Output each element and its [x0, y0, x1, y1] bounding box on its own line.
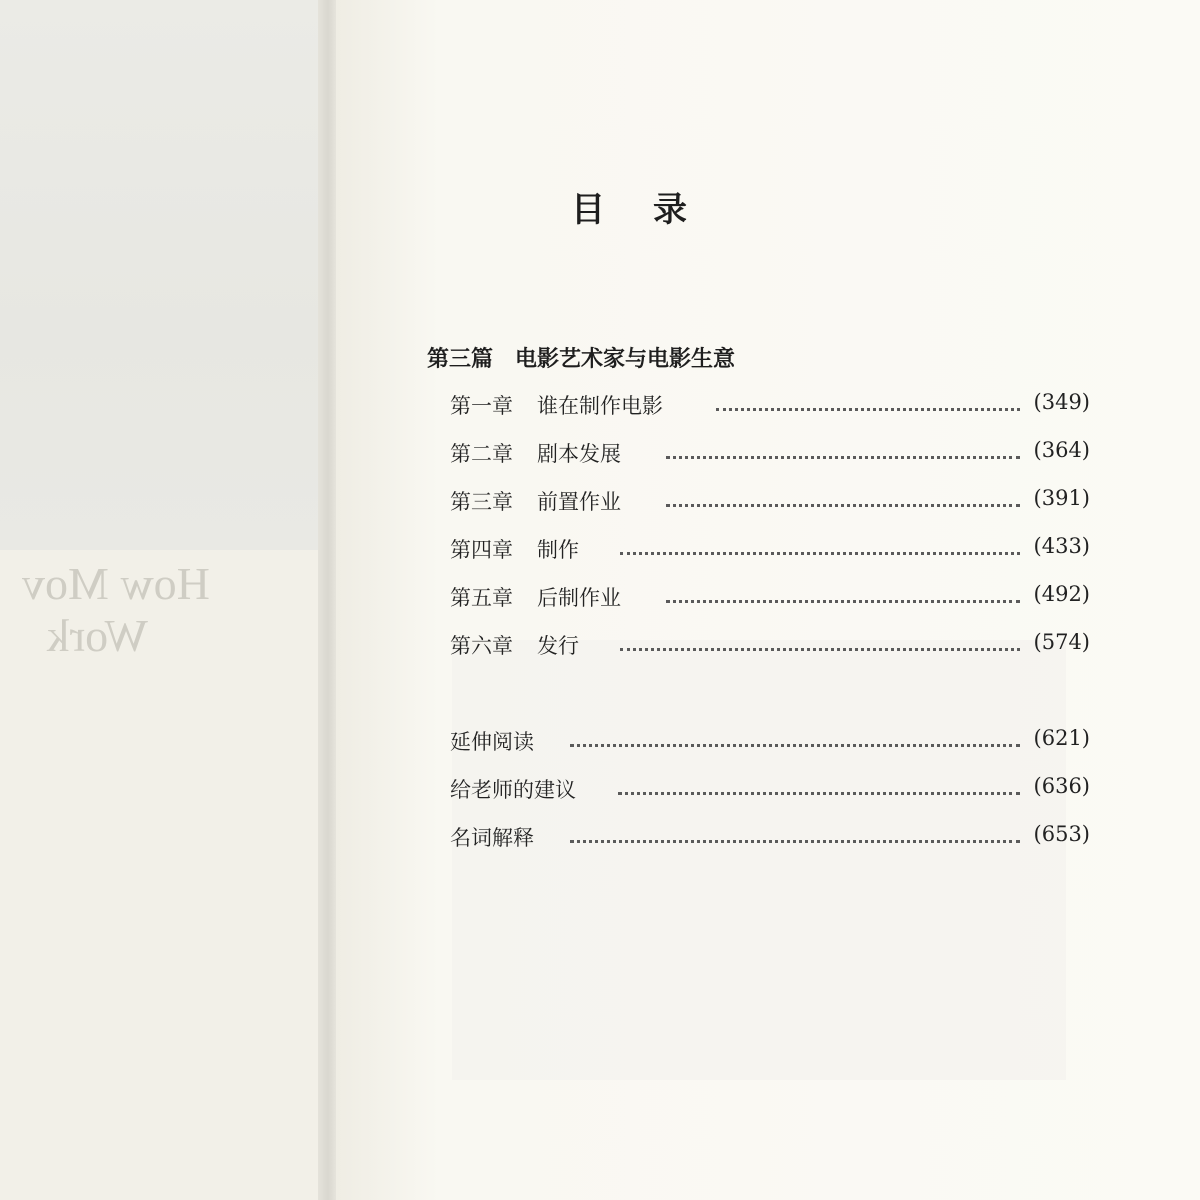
show-through-image: [452, 640, 1066, 1080]
page-number: (574): [1033, 630, 1090, 654]
part-heading: [427, 342, 735, 373]
chapter-title: 剧本发展: [537, 442, 621, 466]
dot-leader: [620, 548, 1020, 555]
toc-title-char: 目: [571, 190, 605, 230]
dot-leader: [570, 740, 1020, 747]
part-title: 电影艺术家与电影生意: [515, 346, 736, 372]
chapter-number: 第二章: [450, 442, 513, 466]
chapter-number: 第三章: [450, 490, 513, 514]
toc-entry-chapter-3[interactable]: [0, 486, 1200, 516]
chapter-title: 谁在制作电影: [537, 394, 663, 418]
toc-entry-further-reading[interactable]: [0, 726, 1200, 756]
dot-leader: [666, 452, 1020, 459]
dot-leader: [618, 788, 1020, 795]
toc-entry-teacher-suggestions[interactable]: [0, 774, 1200, 804]
dot-leader: [570, 836, 1020, 843]
appendix-title: 给老师的建议: [450, 778, 576, 802]
appendix-title: 名词解释: [450, 826, 534, 850]
part-number: 第三篇: [427, 346, 494, 372]
page-number: (653): [1033, 822, 1090, 846]
page-number: (364): [1033, 438, 1090, 462]
chapter-title: 后制作业: [537, 586, 621, 610]
page-number: (433): [1033, 534, 1090, 558]
toc-entry-chapter-4[interactable]: [0, 534, 1200, 564]
show-through-line: How Mov: [22, 558, 210, 609]
toc-entry-chapter-6[interactable]: [0, 630, 1200, 660]
appendix-title: 延伸阅读: [450, 730, 534, 754]
chapter-title: 前置作业: [537, 490, 621, 514]
toc-title-char: 录: [653, 190, 687, 230]
page-number: (621): [1033, 726, 1090, 750]
chapter-title: 发行: [537, 634, 579, 658]
chapter-number: 第四章: [450, 538, 513, 562]
chapter-number: 第五章: [450, 586, 513, 610]
dot-leader: [666, 596, 1020, 603]
toc-title: [0, 182, 1200, 231]
dot-leader: [716, 404, 1020, 411]
dot-leader: [666, 500, 1020, 507]
toc-entry-chapter-5[interactable]: [0, 582, 1200, 612]
page-number: (391): [1033, 486, 1090, 510]
page-number: (492): [1033, 582, 1090, 606]
toc-entry-glossary[interactable]: [0, 822, 1200, 852]
toc-entry-chapter-2[interactable]: [0, 438, 1200, 468]
page-number: (636): [1033, 774, 1090, 798]
toc-entry-chapter-1[interactable]: [0, 390, 1200, 420]
chapter-number: 第六章: [450, 634, 513, 658]
dot-leader: [620, 644, 1020, 651]
show-through-line: Work: [46, 610, 148, 661]
chapter-number: 第一章: [450, 394, 513, 418]
chapter-title: 制作: [537, 538, 579, 562]
page-number: (349): [1033, 390, 1090, 414]
